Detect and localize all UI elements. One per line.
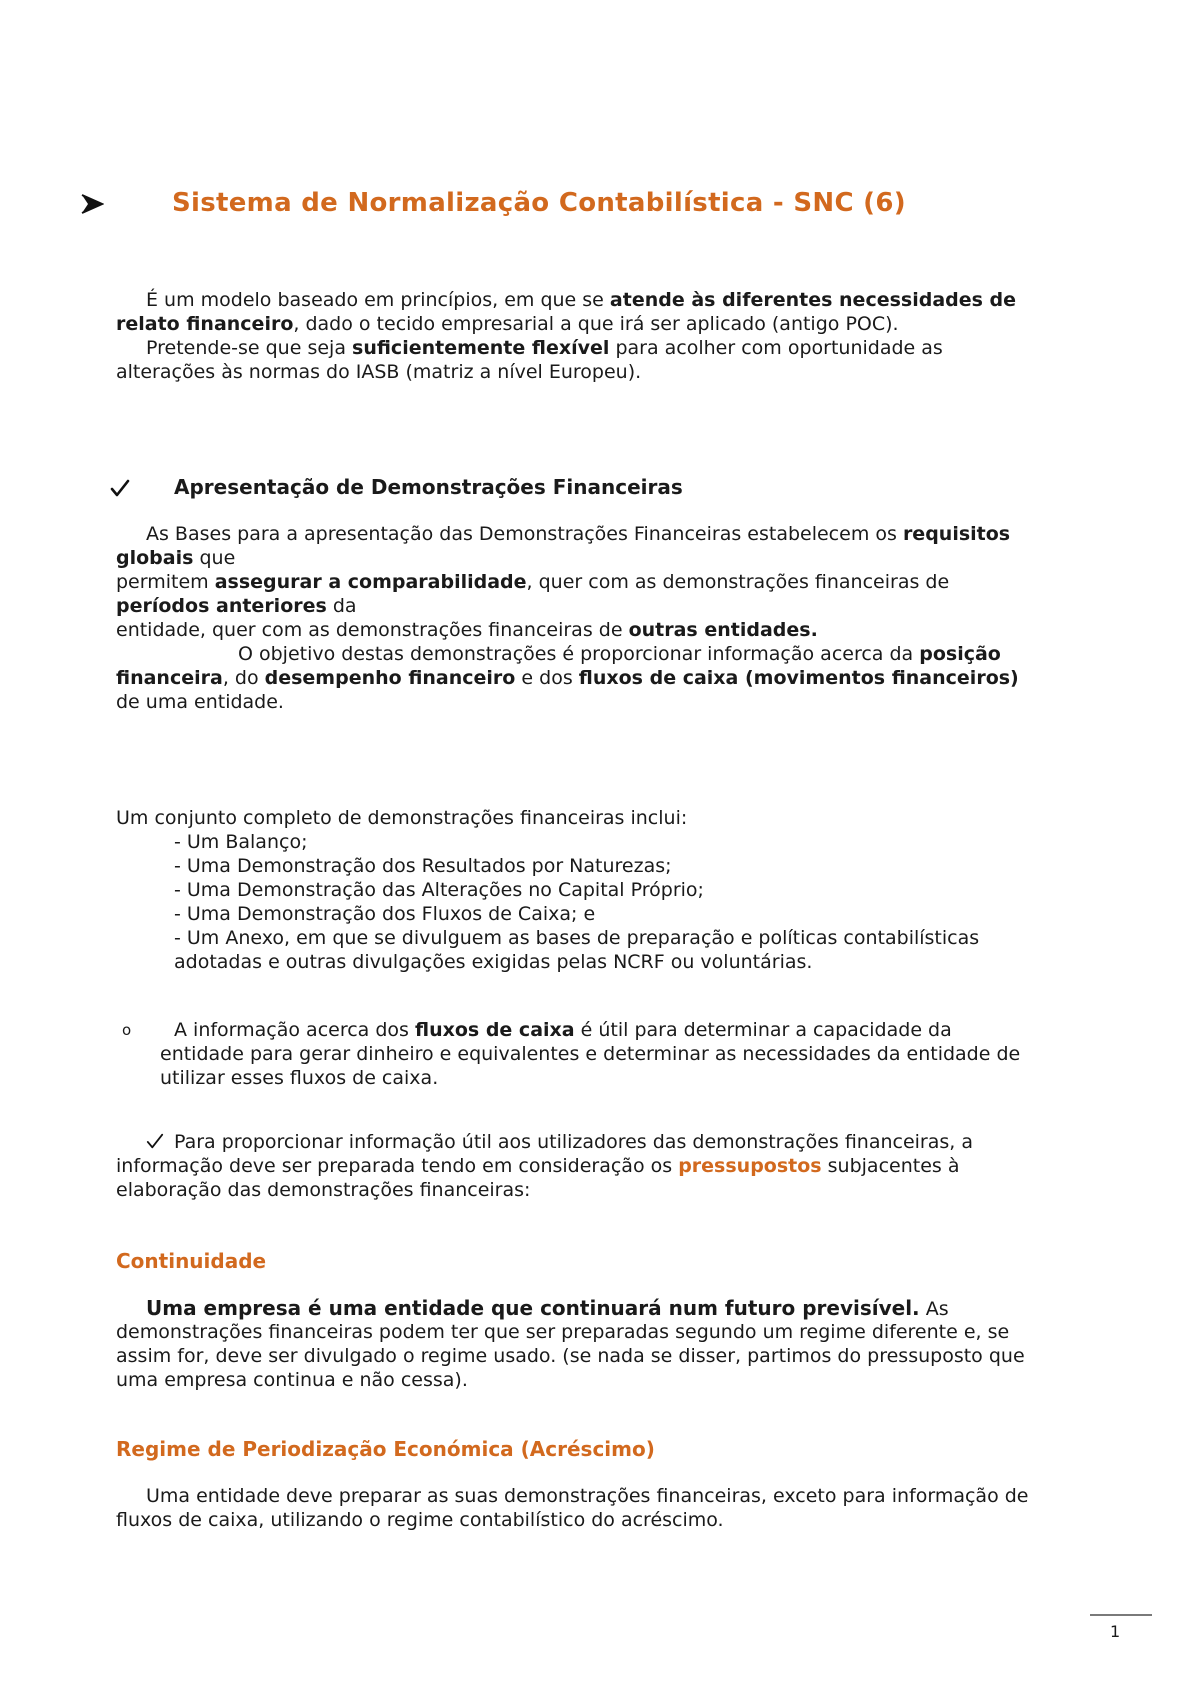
intro-paragraph-1-line-2: relato financeiro, dado o tecido empresarial a que irá ser aplicado (antigo POC). [116, 313, 899, 335]
apresentacao-line-7: financeira, do desempenho financeiro e dos fluxos de caixa (movimentos financeiros) [116, 667, 1019, 689]
pressupostos-highlight: pressupostos [678, 1155, 822, 1177]
list-item: - Um Balanço; [174, 831, 308, 853]
list-item: adotadas e outras divulgações exigidas pelas NCRF ou voluntárias. [174, 951, 813, 973]
apresentacao-line-6: O objetivo destas demonstrações é proporcionar informação acerca da posição [238, 643, 1001, 665]
periodizacao-line-1: Uma entidade deve preparar as suas demonstrações financeiras, exceto para informação de [146, 1485, 1029, 1507]
continuidade-line-2: demonstrações financeiras podem ter que ser preparadas segundo um regime diferente e, se [116, 1321, 1010, 1343]
apresentacao-line-3: permitem assegurar a comparabilidade, quer com as demonstrações financeiras de [116, 571, 950, 593]
conjunto-intro: Um conjunto completo de demonstrações financeiras inclui: [116, 807, 688, 829]
list-item: - Uma Demonstração dos Resultados por Naturezas; [174, 855, 672, 877]
intro-paragraph-2-line-1: Pretende-se que seja suficientemente flexível para acolher com oportunidade as [146, 337, 943, 359]
fluxos-bullet: o [122, 1021, 132, 1039]
continuidade-line-4: uma empresa continua e não cessa). [116, 1369, 468, 1391]
pressupostos-check-icon [146, 1132, 164, 1154]
apresentacao-check-icon [110, 478, 130, 502]
apresentacao-line-5: entidade, quer com as demonstrações financeiras de outras entidades. [116, 619, 818, 641]
pressupostos-line-2: informação deve ser preparada tendo em consideração os pressupostos subjacentes à [116, 1155, 960, 1177]
pressupostos-line-3: elaboração das demonstrações financeiras: [116, 1179, 531, 1201]
list-item: - Uma Demonstração das Alterações no Capital Próprio; [174, 879, 704, 901]
continuidade-line-3: assim for, deve ser divulgado o regime usado. (se nada se disser, partimos do pressuposto que [116, 1345, 1025, 1367]
fluxos-line-1: A informação acerca dos fluxos de caixa é útil para determinar a capacidade da [174, 1019, 952, 1041]
fluxos-line-3: utilizar esses fluxos de caixa. [160, 1067, 439, 1089]
intro-paragraph-1-line-1: É um modelo baseado em princípios, em que se atende às diferentes necessidades de [146, 289, 1017, 311]
apresentacao-line-8: de uma entidade. [116, 691, 284, 713]
title-bullet-icon [80, 192, 104, 220]
periodizacao-heading: Regime de Periodização Económica (Acréscimo) [116, 1437, 655, 1461]
continuidade-line-1: Uma empresa é uma entidade que continuará num futuro previsível. As [146, 1296, 949, 1320]
apresentacao-line-2: globais que [116, 547, 236, 569]
pressupostos-line-1: Para proporcionar informação útil aos utilizadores das demonstrações financeiras, a [174, 1131, 974, 1153]
apresentacao-line-4: períodos anteriores da [116, 595, 357, 617]
footer-divider [1090, 1614, 1152, 1616]
intro-paragraph-2-line-2: alterações às normas do IASB (matriz a nível Europeu). [116, 361, 642, 383]
apresentacao-line-1: As Bases para a apresentação das Demonstrações Financeiras estabelecem os requisitos [146, 523, 1011, 545]
apresentacao-heading: Apresentação de Demonstrações Financeiras [174, 475, 683, 499]
continuidade-heading: Continuidade [116, 1249, 267, 1273]
list-item: - Uma Demonstração dos Fluxos de Caixa; e [174, 903, 596, 925]
list-item: - Um Anexo, em que se divulguem as bases de preparação e políticas contabilísticas [174, 927, 980, 949]
periodizacao-line-2: fluxos de caixa, utilizando o regime contabilístico do acréscimo. [116, 1509, 724, 1531]
page-number: 1 [1110, 1622, 1121, 1641]
fluxos-line-2: entidade para gerar dinheiro e equivalentes e determinar as necessidades da entidade de [160, 1043, 1021, 1065]
document-title: Sistema de Normalização Contabilística - SNC (6) [172, 188, 906, 218]
